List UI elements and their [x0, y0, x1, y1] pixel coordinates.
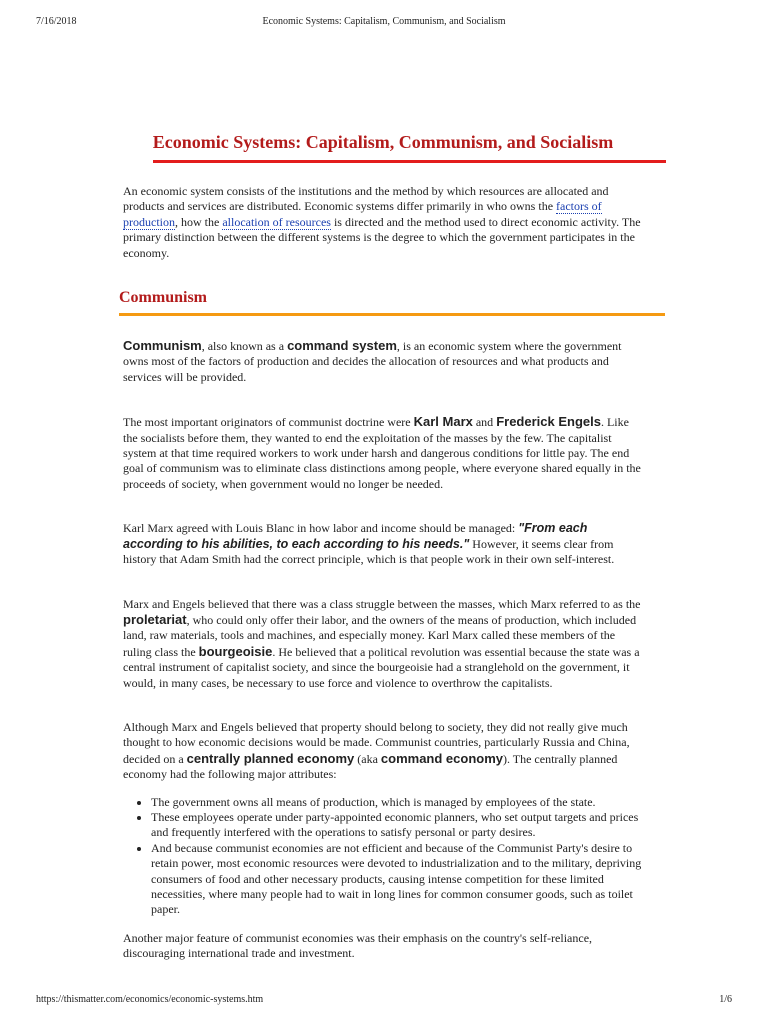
p1-text-2: , is an economic system where the government owns most of the factors of production and decides the allocation of resources and what products and services will be provided. [123, 339, 622, 384]
communism-paragraph-2 [123, 414, 643, 492]
term-centrally-planned-economy: centrally planned economy [186, 750, 355, 766]
page-number: 1/6 [719, 994, 732, 1005]
p1-text-1: , also known as a [201, 339, 288, 354]
p4-text-2: , who could only offer their labor, and the owners of the means of production, which included land, raw materials, tools and machines, and especially money. Karl Marx called these members of the ruling class the [123, 612, 637, 659]
title-divider [153, 160, 666, 163]
p2-text-3: . Like the socialists before them, they wanted to end the exploitation of the masses by the few. The capitalist system at that time required workers to work under harsh and dangerous conditions for little pay. The end goal of communism was to eliminate class distinctions among people, where everyone shared equally in the proceeds of society, when government would no longer be needed. [123, 415, 641, 491]
intro-text-2: , how the [175, 214, 223, 229]
print-date: 7/16/2018 [36, 16, 77, 27]
section-divider [119, 313, 665, 316]
p4-text-3: . He believed that a political revolution was essential because the state was a central instrument of capitalist society, and since the bourgeoisie had a stranglehold on the government, it would, in many cases, be necessary to use force and violence to overthrow the capitalists. [123, 644, 640, 690]
marx-quote: "From each according to his abilities, to each according to his needs." [123, 521, 588, 551]
p5-text-1: Although Marx and Engels believed that property should belong to society, they did not really give much thought to how economic decisions would be made. Communist countries, particularly Russia and China, decided on a [123, 719, 630, 766]
article [119, 130, 643, 962]
intro-paragraph [123, 184, 643, 261]
term-communism: Communism [123, 338, 202, 354]
communism-paragraph-6: Another major feature of communist economies was their emphasis on the country's self-reliance, discouraging international trade and investment. [123, 930, 593, 961]
attributes-list [123, 795, 643, 918]
term-command-economy: command economy [380, 750, 503, 766]
list-item: • And because communist economies are not efficient and because of the Communist Party's desire to retain power, most economic resources were devoted to industrialization and to the military, depriving consumers of food and other necessary products, causing intense competition for these limited necessities, where many people had to wait in long lines for common consumer goods, such as toilet paper. [151, 841, 643, 918]
allocation-of-resources-link[interactable]: allocation of resources [222, 214, 331, 229]
intro-text-1: An economic system consists of the institutions and the method by which resources are allocated and products and services are distributed. Economic systems differ primarily in who owns the [123, 184, 609, 214]
communism-paragraph-1 [123, 338, 643, 385]
list-item: • The government owns all means of production, which is managed by employees of the state. [151, 795, 643, 810]
p3-text-1: Karl Marx agreed with Louis Blanc in how labor and income should be managed: [123, 521, 519, 536]
term-command-system: command system [287, 338, 397, 354]
print-url: https://thismatter.com/economics/economic-systems.htm [36, 994, 264, 1005]
term-proletariat: proletariat [123, 611, 187, 627]
p5-text-2: (aka [354, 751, 381, 766]
p4-text-1: Marx and Engels believed that there was a class struggle between the masses, which Marx referred to as the [123, 596, 641, 611]
print-doc-title: Economic Systems: Capitalism, Communism, and Socialism [262, 16, 506, 27]
p5-text-3: ). The centrally planned economy had the following major attributes: [123, 751, 618, 782]
term-bourgeoisie: bourgeoisie [198, 643, 273, 659]
communism-paragraph-4 [123, 597, 643, 691]
intro-text-3: is directed and the method used to direct economic activity. The primary distinction between the different systems is the degree to which the government participates in the economy. [123, 214, 641, 260]
list-item: • These employees operate under party-appointed economic planners, who set output targets and prices and frequently interfered with the operations to satisfy personal or party desires. [151, 810, 643, 841]
print-header [36, 16, 732, 30]
communism-paragraph-3 [123, 521, 643, 567]
p2-text-2: and [472, 415, 497, 430]
print-footer [36, 994, 732, 1008]
communism-heading: Communism [119, 289, 208, 307]
p3-text-2: However, it seems clear from history that Adam Smith had the correct principle, which is that people work in their own self-interest. [123, 536, 615, 567]
term-frederick-engels: Frederick Engels [496, 414, 601, 430]
term-karl-marx: Karl Marx [413, 414, 473, 430]
factors-of-production-link[interactable]: factors of production [123, 199, 602, 229]
page-title: Economic Systems: Capitalism, Communism, and Socialism [152, 132, 614, 152]
p2-text-1: The most important originators of communist doctrine were [123, 415, 414, 430]
communism-paragraph-5 [123, 720, 643, 783]
